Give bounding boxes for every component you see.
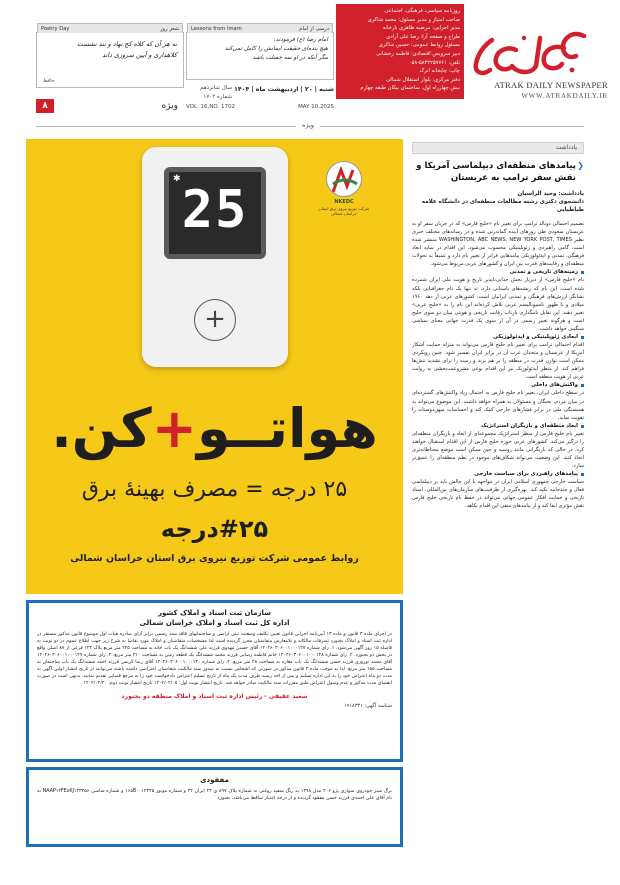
credits-box (336, 4, 464, 99)
ad-footer: روابط عمومی شرکت توزیع نیروی برق استان خراسان شمالی (70, 553, 359, 564)
ad-hashtag: #۲۵درجه (160, 515, 269, 543)
page-section-label: ویژه (161, 101, 178, 111)
article-body (412, 220, 584, 510)
poetry-line: کلاهداری و آیین سروری داند (102, 51, 177, 59)
credit-line: روزنامه سیاسی، فرهنگی، اجتماعی (384, 8, 460, 14)
ad-subheading: ۲۵ درجه = مصرف بهینهٔ برق (81, 477, 348, 502)
page-number: ۸ (36, 99, 54, 113)
poetry-line: نه هر آن که کلاه کج نهاد و تند نشست (77, 40, 177, 48)
credit-line: دبیر سرویس اقتصادی: فاطمه رخشانی (376, 50, 460, 57)
article-paragraph: سیاست خارجی جمهوری اسلامی ایران در مواجهه با این چالش باید بر دیپلماسی فعال و چندجانبه تکیه کند. بهره‌گیری از ظرفیت‌های سازمان‌های بین‌المللی، اسناد تاریخی و حمایت افکار عمومی جهانی می‌تواند در حفظ نام تاریخی خلیج فارس نقش مؤثری ایفا کند و از پیامدهای منفی این اقدام بکاهد. (412, 479, 584, 510)
ad-slogan (26, 397, 403, 460)
article-subheading: پیامدهای راهبردی برای سیاست خارجی (412, 470, 584, 478)
credit-line: نبش چهارراه اول، ساختمان نیکان طبقه چهارم (360, 85, 460, 92)
poetry-text (37, 33, 183, 61)
imam-lesson-title-fa: درسی از امام (299, 25, 329, 32)
notice-signature: سعید عقیقی - رئیس اداره ثبت اسناد و املاک منطقه دو بجنورد (121, 693, 308, 700)
credit-line: مسئول روابط عمومی: حسین شاکری (378, 42, 460, 49)
article-title[interactable] (412, 160, 584, 184)
article-author-bio: دانشجوی دکتری رشته مطالعات منطقه‌ای در دانشگاه علامه طباطبایی (421, 199, 584, 213)
credit-line: تلفن: ۵۸۳۲۲۵۷۷۶۱-۰۵۸ (408, 59, 460, 66)
poetry-day-header (37, 23, 183, 33)
credit-line: صاحب امتیاز و مدیر مسئول: محمد شاکری (367, 16, 460, 23)
article-subheading: واکنش‌های داخلی (412, 381, 584, 389)
issue-number: شماره ۱۷۰۲ (203, 94, 232, 100)
issue-date (232, 84, 334, 94)
chevron-left-icon: ❮ (577, 161, 584, 170)
ad-slogan-plus: + (151, 397, 197, 460)
poetry-author: حافظ (43, 78, 55, 84)
issue-date-en: MAY 10.2025 (298, 104, 334, 110)
imam-lesson-box (186, 25, 334, 80)
masthead-url[interactable]: WWW.ATRAKDAILY.IR (521, 92, 608, 100)
issue-year: سال شانزدهم (200, 85, 232, 91)
page-indicator (36, 96, 184, 116)
ad-slogan-part1: هواتــو (196, 397, 378, 460)
article-subheading: ابعادی ژئوپلیتیکی و ایدئولوژیکی (412, 333, 584, 341)
imam-lesson-line: امام رضا (ع) فرمودند: (273, 37, 328, 43)
plus-icon: + (194, 299, 236, 341)
lost-notice-body: برگ سبز خودروی سواری پژو ۲۰۶ مدل ۱۳۹۸ به رنگ سفید روغنی به شماره پلاک ۸۹۷ ی ۴۳ ایران ۳۲ و شماره موتور ۱۶۵B۰۰۱۲۳۴۵ و شماره شاسی NAAP۱۳FE۸KJ۱۲۳۴۵۶ به نام آقای علی احمدی فرزند حسن مفقود گردیده و از درجه اعتبار ساقط می‌باشد. بجنورد (37, 789, 393, 801)
poetry-day-title-fa: شعر روز (160, 25, 179, 32)
snowflake-icon: ✱ (173, 174, 181, 184)
registration-notice (26, 600, 403, 762)
newspaper-logo[interactable] (460, 12, 620, 120)
section-tag: ویژه (296, 121, 320, 129)
issue-meta (186, 84, 232, 102)
issue-volume-en: VOL. 16,NO. 1702 (186, 104, 236, 110)
issue-date-fa: شنبه | ۲۰ | اردیبهشت ماه | ۱۴۰۴ (234, 85, 334, 93)
poetry-day-title-en: Poetry Day (41, 25, 70, 32)
notice-org-title: سازمان ثبت اسناد و املاک کشور (157, 609, 272, 617)
article-subheading: زمینه‌های تاریخی و تمدنی (412, 268, 584, 276)
thermostat-screen (164, 167, 266, 259)
article-author-name: یادداشت: وحید الراسیان (517, 191, 584, 197)
company-logo (316, 161, 372, 221)
issue-meta-en (186, 104, 334, 110)
imam-lesson-line: مگر آنکه در او سه خصلت باشد (252, 55, 328, 62)
lost-notice-title: مفقودی (200, 776, 229, 784)
opinion-article (412, 142, 584, 862)
company-logo-subtitle: شرکت توزیع نیروی برق استان خراسان شمالی (318, 206, 370, 216)
imam-lesson-header (187, 23, 333, 33)
imam-lesson-line: هیچ بنده‌ای حقیقت ایمانش را کامل نمی‌کند (224, 46, 328, 53)
credit-line: طراح و صفحه آرا: رضا علی آزادی (386, 33, 460, 40)
nkedc-logo-icon (326, 161, 362, 197)
notice-office-title: اداره کل ثبت اسناد و املاک خراسان شمالی (139, 619, 290, 627)
poetry-day-box (36, 25, 184, 88)
article-title-text: پیامدهای منطقه‌ای دیپلماسی آمریکا و نقش سفر ترامپ به عربستان (416, 161, 576, 183)
notice-body: در اجرای ماده ۳ قانون و ماده ۱۳ آیین‌نامه اجرایی قانون تعیین تکلیف وضعیت ثبتی اراضی و ساختمانهای فاقد سند رسمی برابر آرای صادره هیات اول موضوع قانون مذکور مستقر در اداره ثبت اسناد و املاک بجنورد تصرفات مالکانه و بلامعارض متقاضیان محرز گردیده است لذا مشخصات متقاضیان و املاک مورد تقاضا به شرح زیر جهت اطلاع عموم در دو نوبت به فاصله ۱۵ روز آگهی می‌شود. ۱. رای شماره ۱۴۰۴۶۰۳۰۶۰۰۱۰۰۰۱۲۷ آقای حسین مهدوی فرزند علی ششدانگ یک باب خانه به مساحت ۲۴۵ متر مربع پلاک ۱۲۳ فرعی از ۸۷ اصلی واقع در بخش دو بجنورد. ۲. رای شماره ۱۴۰۴۶۰۳۰۶۰۰۱۰۰۰۱۲۸ خانم فاطمه رضایی فرزند محمد ششدانگ یک قطعه زمین به مساحت ۳۱۰ متر مربع. ۳. رای شماره ۱۴۰۴۶۰۳۰۶۰۰۱۰۰۰۱۲۹ آقای محمد نوروزی فرزند حسن ششدانگ یک باب مغازه به مساحت ۴۸ متر مربع. ۴. رای شماره ۱۴۰۴۶۰۳۰۶۰۰۱۰۰۰۱۳۰ آقای رضا کریمی فرزند احمد ششدانگ یک باب ساختمان به مساحت ۱۸۵ متر مربع. لذا به موجب ماده ۳ قانون مذکور در صورتی که اشخاص نسبت به صدور سند مالکیت متقاضیان اعتراضی داشته باشند می‌توانند از تاریخ انتشار اولین آگهی به مدت دو ماه اعتراض خود را به این اداره تسلیم و پس از اخذ رسید ظرف مدت یک ماه از تاریخ تسلیم اعتراض دادخواست خود را به مرجع قضایی تقدیم نمایند. بدیهی است در صورت انقضای مدت مذکور و عدم وصول اعتراض طبق مقررات سند مالکیت صادر خواهد شد. تاریخ انتشار نوبت اول: ۱۴۰۴/۰۲/۰۵ تاریخ انتشار نوبت دوم: ۱۴۰۴/۰۲/۲۰ (37, 632, 393, 686)
article-author (412, 190, 584, 214)
article-paragraph: در سطح داخلی ایران، تغییر نام خلیج فارس به احتمال زیاد واکنش‌های گسترده‌ای در میان مردم، نخبگان و مسئولان به همراه خواهد داشت. این موضوع می‌تواند به همبستگی ملی در برابر فشارهای خارجی کمک کند و احساسات میهن‌دوستانه را تقویت نماید. (412, 390, 584, 421)
article-subheading: ابعاد منطقه‌ای و بازیگران استراتژیک (412, 422, 584, 430)
article-paragraph: اقدام احتمالی ترامپ برای تغییر نام خلیج فارس می‌تواند به منزله حمایت آشکار آمریکا از عربستان و متحدان عرب آن در برابر ایران تفسیر شود. چنین رویکردی ممکن است توازن قدرت در منطقه را بر هم بزند و زمینه را برای تشدید تنش‌ها فراهم کند. از منظر ایدئولوژیک نیز این اقدام نوعی مشروعیت‌بخشی به روایت عربی از هویت منطقه است. (412, 342, 584, 381)
company-logo-name: NKEDC (334, 199, 354, 205)
masthead-subtitle: ATRAK DAILY NEWSPAPER (494, 80, 608, 90)
imam-lesson-title-en: Lessons from Imam (191, 25, 242, 32)
thermostat-temperature: 25 (181, 180, 249, 240)
masthead (0, 0, 620, 120)
electricity-ad[interactable] (26, 139, 403, 594)
atrak-logo-icon (472, 30, 590, 78)
article-paragraph: نام «خلیج فارس» از دیرباز بخش جدایی‌ناپذیر تاریخ و هویت ملی ایران شمرده شده است. این نام که ریشه‌های باستانی دارد، نه تنها یک نام جغرافیایی بلکه نشانگر ارزش‌های فرهنگی و تمدنی ایرانیان است. کشورهای عربی از دهه ۱۹۶۰ میلادی و با ظهور ناسیونالیسم عربی تلاش کرده‌اند این نام را به «خلیج عربی» تغییر دهند. این تقابل نامگذاری بازتاب رقابت تاریخی و هویتی میان دو سوی خلیج است و هرگونه تغییر رسمی در آن از سوی یک قدرت جهانی معنای سیاسی سنگینی خواهد داشت. (412, 277, 584, 332)
thermostat-illustration (142, 147, 288, 367)
article-paragraph: تغییر نام خلیج فارس از منظر استراتژیک مجموعه‌ای از ابعاد و بازیگران منطقه‌ای را درگیر می‌کند. کشورهای عربی حوزه خلیج فارس از این اقدام استقبال خواهند کرد، در حالی که بازیگرانی مانند روسیه و چین ممکن است موضع محتاطانه‌تری اتخاذ کنند. این وضعیت می‌تواند شکاف‌های موجود در نظم منطقه‌ای را عمیق‌تر سازد. (412, 430, 584, 470)
notice-id: شناسه آگهی: ۱۹۱۸۳۳۱ (343, 703, 392, 709)
article-paragraph: تصمیم احتمالی دونالد ترامپ برای تغییر نام «خلیج فارس» که در جریان سفر او به عربستان سعودی طی روزهای آینده گمانه‌زنی شده و در رسانه‌های مختلف خبری نظیر WASHINGTON, ABC NEWS, NEW YORK POST, TIMES منتشر شده است، گامی راهبردی و ژئوپلیتیکی محسوب می‌شود. این اقدام در سایه ابعاد فرهنگی، تمدنی و ایدئولوژیکی پیامدهایی فراتر از تغییر نام دارد و عمیقاً به تحولات منطقه‌ای و رقابت‌های قدرت بین ایران و کشورهای عربی مربوط می‌شود. (412, 221, 584, 268)
article-section-tag: یادداشت (412, 142, 584, 154)
imam-lesson-text (187, 33, 333, 67)
ad-slogan-part2: کن. (51, 397, 152, 460)
credit-line: چاپ: چاپخانه اترک (419, 68, 460, 75)
credit-line: دفتر مرکزی: بلوار استقلال شمالی (385, 76, 460, 83)
credit-line: مدیر اجرایی: مرضیه طاهری بارخانه (382, 25, 460, 32)
lost-document-notice (26, 767, 403, 847)
